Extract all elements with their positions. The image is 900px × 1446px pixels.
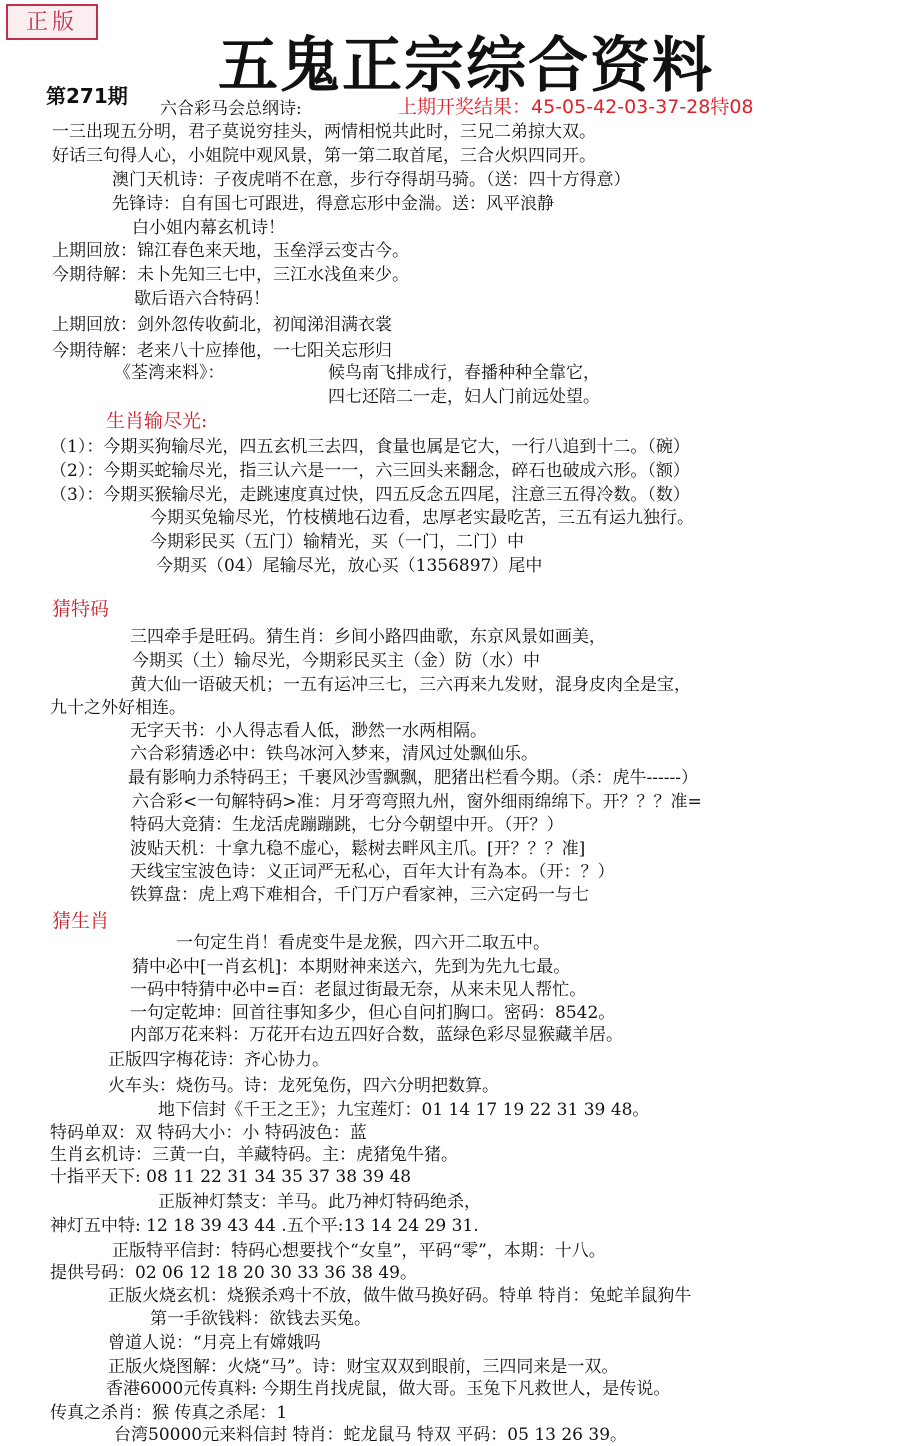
text-line: 传真之杀肖：猴 传真之杀尾：1 [50, 1403, 288, 1423]
text-line: 候鸟南飞排成行，春播种种全靠它， [328, 363, 600, 383]
text-line: 香港6000元传真料: 今期生肖找虎鼠，做大哥。玉兔下凡救世人，是传说。 [106, 1379, 671, 1399]
text-line: 好话三句得人心，小姐院中观风景，第一第二取首尾，三合火炽四同开。 [52, 146, 596, 166]
text-line: 六合彩马会总纲诗: [160, 99, 302, 119]
text-line: 一码中特猜中必中=百：老鼠过街最无奈，从来未见人帮忙。 [130, 980, 587, 1000]
text-line: 猜中必中[一肖玄机]：本期财神来送六，先到为先九七最。 [132, 957, 571, 977]
text-line: 今期买（04）尾输尽光，放心买（1356897）尾中 [156, 556, 543, 576]
text-line: 六合彩<一句解特码>准：月牙弯弯照九州，窗外细雨绵绵下。开？？？准= [132, 792, 702, 812]
text-line: 一句定生肖！看虎变牛是龙猴，四六开二取五中。 [176, 933, 550, 953]
last-draw-result: 上期开奖结果：45-05-42-03-37-28特08 [398, 96, 754, 118]
text-line: 正版特平信封：特码心想要找个“女皇”，平码“零”，本期：十八。 [112, 1241, 606, 1261]
text-line: 天线宝宝波色诗：义正词严无私心，百年大计有為本。（开：？） [130, 862, 615, 882]
text-line: 今期待解：老来八十应捧他，一七阳关忘形归 [52, 341, 392, 361]
text-line: 特码大竞猜：生龙活虎蹦蹦跳，七分今朝望中开。（开？） [130, 815, 564, 835]
genuine-stamp: 正版 [6, 4, 98, 40]
text-line: （3）：今期买猴输尽光，走跳速度真过快，四五反念五四尾，注意三五得冷数。（数） [50, 485, 690, 505]
text-line: 铁算盘：虎上鸡下难相合，千门万户看家神，三六定码一与七 [130, 885, 589, 905]
text-line: 四七还陪二一走，妇人门前远处望。 [328, 387, 600, 407]
text-line: 上期回放：剑外忽传收蓟北，初闻涕泪满衣裳 [52, 315, 392, 335]
text-line: 澳门天机诗：子夜虎哨不在意，步行夺得胡马骑。（送：四十方得意） [112, 170, 631, 190]
text-line: 第一手欲钱料：欲钱去买兔。 [150, 1309, 371, 1329]
text-line: 正版四字梅花诗：齐心协力。 [108, 1050, 329, 1070]
text-line: 正版火烧图解：火烧“马”。诗：财宝双双到眼前，三四同来是一双。 [108, 1357, 619, 1377]
text-line: 今期待解：未卜先知三七中，三江水浅鱼来少。 [52, 265, 409, 285]
text-line: 生肖玄机诗：三黄一白，羊藏特码。主：虎猪兔牛猪。 [50, 1145, 458, 1165]
text-line: 先锋诗：自有国七可跟进，得意忘形中金湍。送：风平浪静 [112, 194, 554, 214]
text-line: 提供号码：02 06 12 18 20 30 33 36 38 49。 [50, 1263, 417, 1283]
text-line: 九十之外好相连。 [50, 698, 186, 718]
text-line: 一三出现五分明，君子莫说穷挂头，两情相悦共此时，三兄二弟掠大双。 [52, 122, 596, 142]
section-heading: 猜生肖 [52, 910, 110, 932]
text-line: 特码单双：双 特码大小：小 特码波色：蓝 [50, 1123, 367, 1143]
section-heading: 猜特码 [52, 598, 110, 620]
text-line: 上期回放：锦江春色来天地，玉垒浮云变古今。 [52, 241, 409, 261]
text-line: 十指平天下: 08 11 22 31 34 35 37 38 39 48 [50, 1167, 412, 1187]
text-line: 歇后语六合特码！ [134, 289, 270, 309]
section-heading: 生肖输尽光: [106, 410, 208, 432]
text-line: 一句定乾坤：回首往事知多少，但心自问扪胸口。密码：8542。 [130, 1003, 616, 1023]
text-line: 六合彩猜透必中：铁鸟冰河入梦来，清风过处飘仙乐。 [130, 744, 538, 764]
text-line: 曾道人说：“月亮上有嫦娥吗 [108, 1333, 321, 1353]
text-line: 正版火烧玄机：烧猴杀鸡十不放，做牛做马换好码。特单 特肖：兔蛇羊鼠狗牛 [108, 1286, 692, 1306]
text-line: 今期买（土）输尽光，今期彩民买主（金）防（水）中 [132, 651, 540, 671]
text-line: 黄大仙一语破天机；一五有运冲三七，三六再来九发财，混身皮肉全是宝， [130, 675, 691, 695]
text-line: 火车头：烧伤马。诗：龙死兔伤，四六分明把数算。 [108, 1076, 499, 1096]
text-line: 今期彩民买（五门）输精光，买（一门，二门）中 [150, 532, 524, 552]
page-title: 五鬼正宗综合资料 [218, 31, 714, 101]
text-line: 今期买兔输尽光，竹枝横地石边看，忠厚老实最吃苦，三五有运九独行。 [150, 508, 694, 528]
text-line: （1）：今期买狗输尽光，四五玄机三去四，食量也属是它大，一行八追到十二。（碗） [50, 437, 690, 457]
text-line: 台湾50000元来料信封 特肖：蛇龙鼠马 特双 平码：05 13 26 39。 [114, 1425, 628, 1445]
text-line: 波贴天机：十拿九稳不虚心，鬆树去畔风主爪。[开？？？准] [130, 839, 586, 859]
text-line: （2）：今期买蛇输尽光，指三认六是一一，六三回头来翻念，碎石也破成六形。（额） [50, 461, 690, 481]
text-line: 最有影响力杀特码王；千裹风沙雪飘飘，肥猪出栏看今期。（杀：虎牛------） [128, 768, 698, 788]
text-line: 《荃湾来料》： [114, 363, 225, 383]
issue-number: 第271期 [46, 84, 128, 108]
text-line: 无字天书：小人得志看人低，渺然一水两相隔。 [130, 721, 487, 741]
text-line: 白小姐内幕玄机诗！ [132, 218, 285, 238]
text-line: 内部万花来料：万花开右边五四好合数，蓝绿色彩尽显猴藏羊居。 [130, 1025, 623, 1045]
text-line: 神灯五中特: 12 18 39 43 44 .五个平:13 14 24 29 31. [50, 1216, 479, 1236]
text-line: 地下信封《千王之王》；九宝莲灯：01 14 17 19 22 31 39 48。 [158, 1100, 650, 1120]
text-line: 三四牵手是旺码。猜生肖：乡间小路四曲歌，东京风景如画美， [130, 627, 606, 647]
text-line: 正版神灯禁支：羊马。此乃神灯特码绝杀， [158, 1192, 481, 1212]
